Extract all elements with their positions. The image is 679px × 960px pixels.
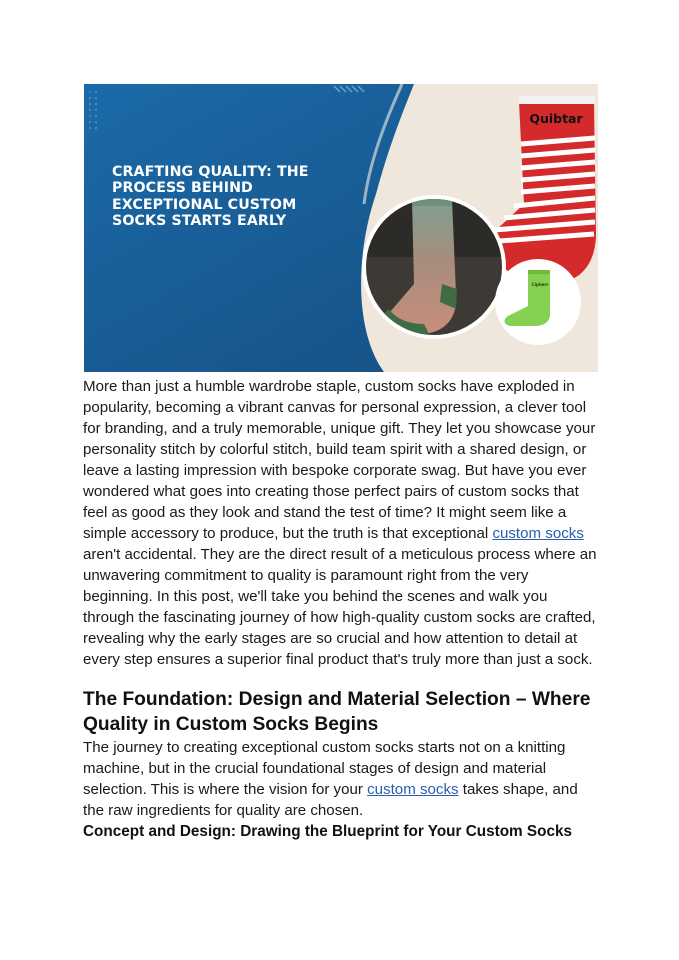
intro-paragraph <box>83 376 598 670</box>
article-body <box>83 376 598 842</box>
section-heading: The Foundation: Design and Material Selection – Where Quality in Custom Socks Begins <box>83 689 591 735</box>
intro-text-2: aren't accidental. They are the direct result of a meticulous process where an unwavering commitment to quality is paramount right from the very beginning. In this post, we'll take you behind the scenes and walk you through the fascinating journey of how high-quality custom socks are crafted, revealing why the early stages are so crucial and how attention to detail at every step ensures a superior final product that's truly more than just a sock. <box>83 546 597 668</box>
hero-banner <box>84 84 598 372</box>
section-text-1: The journey to creating exceptional custom socks starts not on a knitting machine, but in the crucial foundational stages of design and material selection. This is where the vision for your <box>83 739 566 798</box>
section-text-2: takes shape, and the raw ingredients for quality are chosen. <box>83 781 578 819</box>
hero-title: CRAFTING QUALITY: THE PROCESS BEHIND EXCEPTIONAL CUSTOM SOCKS STARTS EARLY <box>112 164 309 229</box>
custom-socks-link-1[interactable]: custom socks <box>492 525 584 542</box>
small-brand-label: Cipherr <box>531 282 549 287</box>
subsection-heading: Concept and Design: Drawing the Blueprint for Your Custom Socks <box>83 823 572 840</box>
intro-text-1: More than just a humble wardrobe staple, custom socks have exploded in popularity, becoming a vibrant canvas for personal expression, a clever tool for branding, and a truly memorable, unique gift. They let you showcase your personality stitch by colorful stitch, build team spirit with a shared design, or leave a lasting impression with bespoke corporate swag. But have you ever wondered what goes into creating those perfect pairs of custom socks that feel as good as they look and stand the test of time? It might seem like a simple accessory to produce, but the truth is that exceptional <box>83 378 596 542</box>
section-paragraph <box>83 737 598 821</box>
brand-label: Quibtar <box>529 111 583 126</box>
custom-socks-link-2[interactable]: custom socks <box>367 781 459 798</box>
